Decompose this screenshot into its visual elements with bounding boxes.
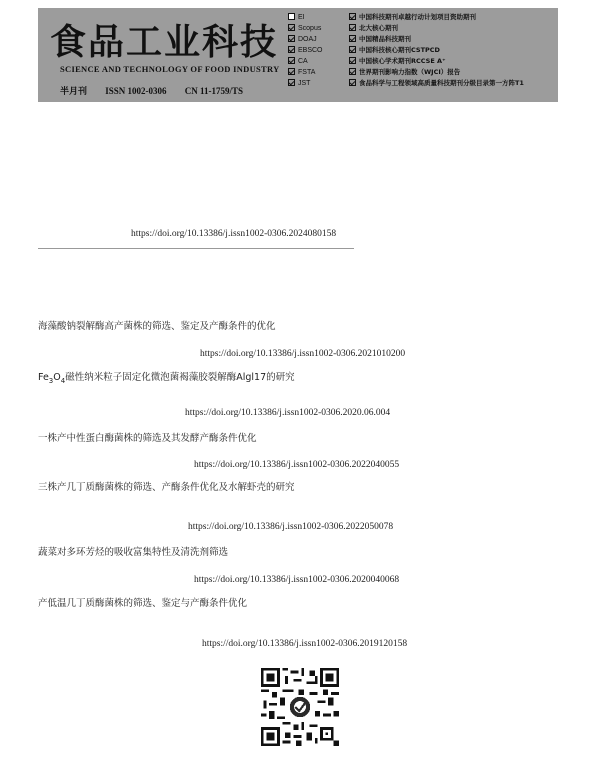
journal-header (38, 8, 558, 102)
related-article-title[interactable]: 蔬菜对多环芳烃的吸收富集特性及清洗剂筛选 (38, 547, 229, 558)
checkbox-icon (288, 13, 295, 20)
related-article-doi[interactable]: https://doi.org/10.13386/j.issn1002-0306.2020040068 (194, 575, 400, 585)
related-article-doi[interactable]: https://doi.org/10.13386/j.issn1002-0306.2020.06.004 (185, 408, 391, 418)
checkbox-icon (288, 24, 295, 31)
checkbox-icon (349, 46, 356, 53)
checkbox-icon (288, 68, 295, 75)
frequency: 半月刊 (60, 86, 88, 96)
related-article-doi[interactable]: https://doi.org/10.13386/j.issn1002-0306.2022040055 (194, 460, 400, 470)
journal-subtitle: SCIENCE AND TECHNOLOGY OF FOOD INDUSTRY (60, 64, 280, 74)
checkbox-icon (349, 13, 356, 20)
index-item: EBSCO (288, 45, 348, 56)
related-article-title[interactable]: 海藻酸钠裂解酶高产菌株的筛选、鉴定及产酶条件的优化 (38, 321, 276, 332)
checkbox-icon (349, 79, 356, 86)
checkbox-icon (288, 79, 295, 86)
checkbox-icon (349, 35, 356, 42)
index-list-right (349, 12, 554, 89)
related-article-title[interactable]: 三株产几丁质酶菌株的筛选、产酶条件优化及水解虾壳的研究 (38, 482, 295, 493)
checkbox-icon (288, 46, 295, 53)
checkbox-icon (288, 35, 295, 42)
index-item: JST (288, 78, 348, 89)
related-article-title[interactable]: 一株产中性蛋白酶菌株的筛选及其发酵产酶条件优化 (38, 433, 257, 444)
related-article-doi[interactable]: https://doi.org/10.13386/j.issn1002-0306.2019120158 (202, 639, 408, 649)
index-item: 中国核心学术期刊RCCSE A⁺ (349, 56, 554, 67)
qr-code-icon (261, 668, 339, 746)
related-article-doi[interactable]: https://doi.org/10.13386/j.issn1002-0306.2021010200 (200, 349, 406, 359)
article-doi-link[interactable]: https://doi.org/10.13386/j.issn1002-0306.2024080158 (131, 229, 337, 239)
publication-info (60, 84, 259, 97)
related-article-doi[interactable]: https://doi.org/10.13386/j.issn1002-0306.2022050078 (188, 522, 394, 532)
index-item: 中国精品科技期刊 (349, 34, 554, 45)
checkbox-icon (288, 57, 295, 64)
related-article-title[interactable]: 产低温几丁质酶菌株的筛选、鉴定与产酶条件优化 (38, 598, 248, 609)
index-item: 世界期刊影响力指数（WJCI）报告 (349, 67, 554, 78)
index-item: DOAJ (288, 34, 348, 45)
index-item: 中国科技核心期刊CSTPCD (349, 45, 554, 56)
journal-title: 食品工业科技 (50, 22, 279, 63)
index-item: 中国科技期刊卓越行动计划项目资助期刊 (349, 12, 554, 23)
index-list-left (288, 12, 348, 89)
checkbox-icon (349, 24, 356, 31)
index-item: 食品科学与工程领域高质量科技期刊分级目录第一方阵T1 (349, 78, 554, 89)
related-article-title[interactable]: $Fe_3O_4$磁性纳米粒子固定化微泡菌褐藻胶裂解酶Algl17的研究 (38, 372, 295, 385)
index-item: 北大核心期刊 (349, 23, 554, 34)
issn: ISSN 1002-0306 (105, 86, 167, 96)
cn-number: CN 11-1759/TS (184, 86, 244, 96)
index-item: EI (288, 12, 348, 23)
checkbox-icon (349, 57, 356, 64)
divider (38, 248, 354, 249)
index-item: FSTA (288, 67, 348, 78)
checkbox-icon (349, 68, 356, 75)
index-item: CA (288, 56, 348, 67)
index-item: Scopus (288, 23, 348, 34)
